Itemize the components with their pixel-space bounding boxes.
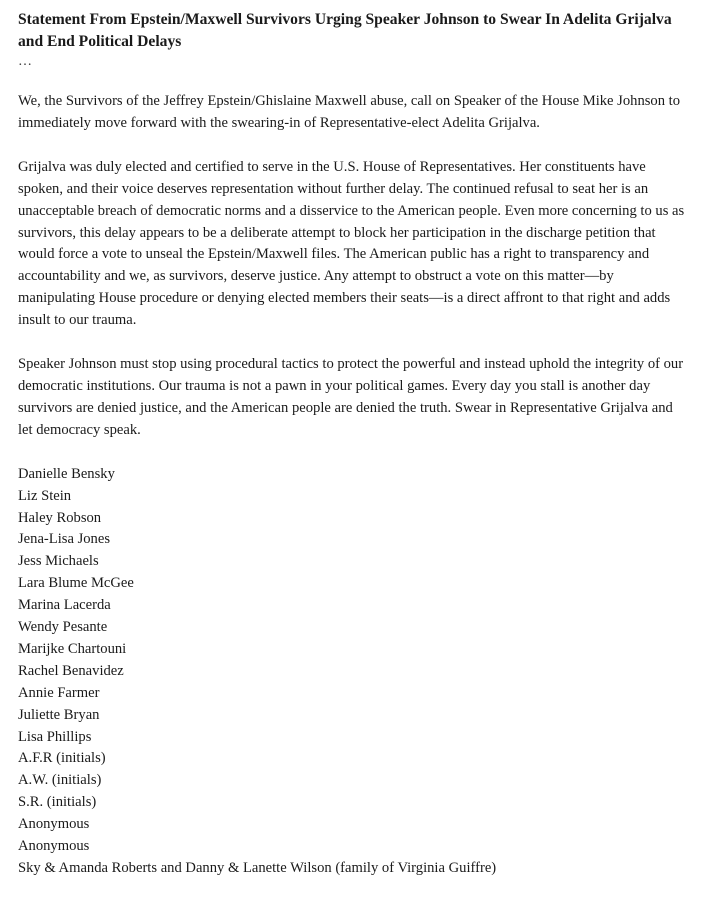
signatory: Anonymous xyxy=(18,838,90,855)
paragraph-grijalva-certified: Grijalva was duly elected and certified to serve in the U.S. House of Representatives. Her constituents have spoken, and their voice deserves representation without further delay. The continued refusal to seat her is an unacceptable breach of democratic norms and a disservice to the American people. Even more concerning to us as survivors, this delay appears to be a deliberate attempt to block her participation in the discharge petition that would force a vote to unseal the Epstein/Maxwell files. The American public has a right to transparency and accountability and we, as survivors, deserve justice. Any attempt to obstruct a vote on this matter—by manipulating House procedure or denying elected members their seats—is a direct affront to that right and adds insult to our trauma. xyxy=(18,158,685,329)
paragraph-call-to-action: Speaker Johnson must stop using procedural tactics to protect the powerful and instead uphold the integrity of our democratic institutions. Our trauma is not a pawn in your political games. Every day you stall is another day survivors are denied justice, and the American people are denied the truth. Swear in Representative Grijalva and let democracy speak. xyxy=(18,356,684,438)
signatory: Lisa Phillips xyxy=(18,728,92,745)
signatory: Rachel Benavidez xyxy=(18,662,124,679)
signatory: S.R. (initials) xyxy=(18,794,97,811)
signatory: Marina Lacerda xyxy=(18,597,111,614)
signatory: A.F.R (initials) xyxy=(18,750,106,767)
signatory: Annie Farmer xyxy=(18,684,100,701)
signatory: Danielle Bensky xyxy=(18,465,115,482)
signatory: Lara Blume McGee xyxy=(18,575,134,592)
signatory: Jena-Lisa Jones xyxy=(18,531,110,548)
signatory: Haley Robson xyxy=(18,509,102,526)
more-ellipsis: … xyxy=(18,54,32,69)
signatory: Anonymous xyxy=(18,816,90,833)
signatory: A.W. (initials) xyxy=(18,772,102,789)
signatory: Wendy Pesante xyxy=(18,619,108,636)
signatory: Liz Stein xyxy=(18,487,72,504)
signatory: Juliette Bryan xyxy=(18,706,100,723)
signatory-list xyxy=(18,464,688,880)
signatory: Marijke Chartouni xyxy=(18,640,127,657)
signatory: Sky & Amanda Roberts and Danny & Lanette Wilson (family of Virginia Guiffre) xyxy=(18,860,497,876)
signatory: Jess Michaels xyxy=(18,553,99,570)
paragraph-intro: We, the Survivors of the Jeffrey Epstein/Ghislaine Maxwell abuse, call on Speaker of the House Mike Johnson to immediately move forward with the swearing-in of Representative-elect Adelita Grijalva. xyxy=(18,93,681,131)
statement-title: Statement From Epstein/Maxwell Survivors Urging Speaker Johnson to Swear In Adelita Grijalva and End Political Delays xyxy=(18,11,672,50)
